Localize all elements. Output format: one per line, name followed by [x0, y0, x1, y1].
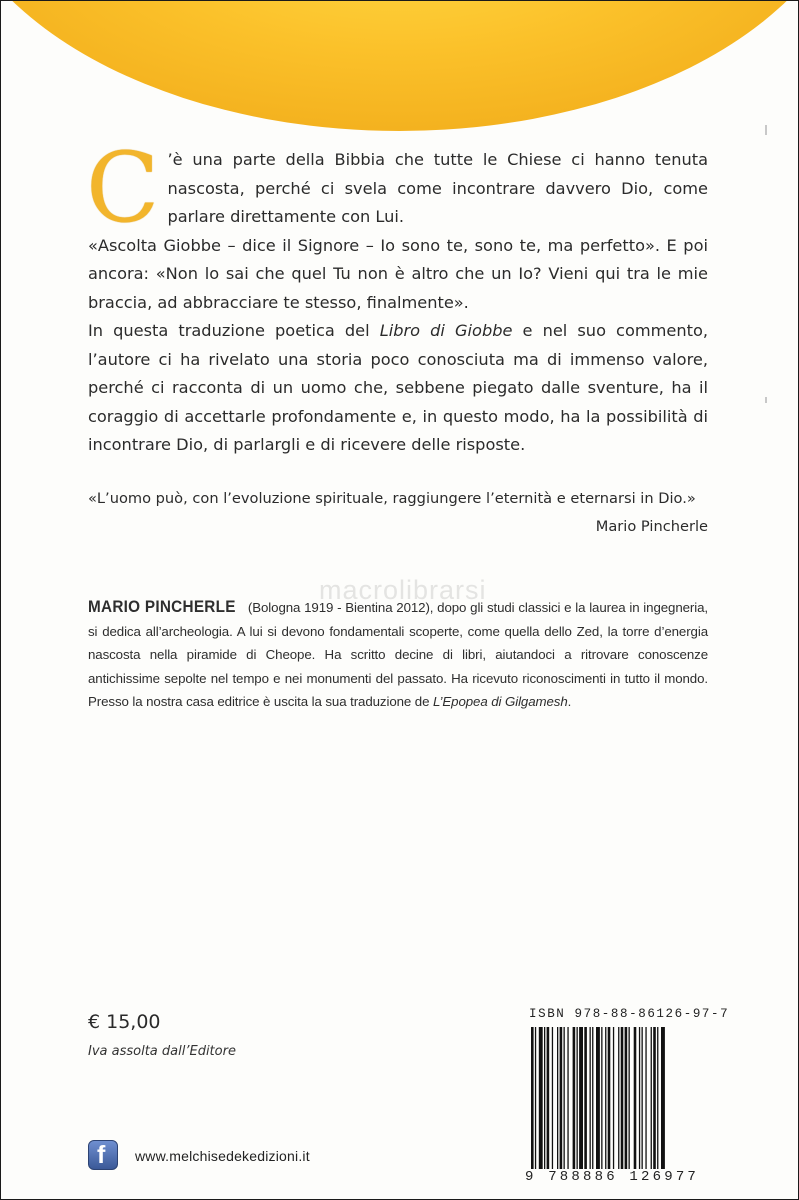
barcode-bar [564, 1027, 565, 1169]
barcode-bar [629, 1027, 630, 1169]
book-title: Libro di Giobbe [379, 321, 513, 340]
barcode-bar [544, 1027, 545, 1169]
bio-book-title: L’Epopea di Gilgamesh [432, 694, 568, 709]
barcode-bar [608, 1027, 611, 1169]
author-quote [88, 485, 708, 541]
barcode-bar [557, 1027, 558, 1169]
barcode-digits: 9 788886 126977 [525, 1169, 700, 1185]
barcode-bar [567, 1027, 568, 1169]
bio-text: (Bologna 1919 - Bientina 2012), dopo gli studi classici e la laurea in ingegneria, si dedica all’archeologia. A lui si devono fondamentali scoperte, come quella dello Zed, la torre d’energia nascosta nella piramide di Cheope. Ha scritto decine di libri, aiutandoci a ritrovare conoscenze antichissime sepolte nel tempo e nei monumenti del passato. Ha ricevuto riconoscimenti in tutto il mondo. Presso la nostra casa editrice è uscita la sua traduzione de [88, 600, 708, 709]
barcode-bar [560, 1027, 563, 1169]
barcode-bar [579, 1027, 583, 1169]
author-bio [88, 595, 708, 714]
website-link[interactable]: www.melchisedekedizioni.it [135, 1148, 310, 1164]
barcode-bar [535, 1027, 536, 1169]
bio-end: . [567, 694, 572, 709]
barcode-bar [613, 1027, 614, 1169]
intro-paragraph-2: «Ascolta Giobbe – dice il Signore – Io sono te, sono te, ma perfetto». E poi ancora: «Non lo sai che quel Tu non è altro che un Io? Vieni qui tra le mie braccia, ad abbracciare te stesso, finalmente». [88, 235, 708, 312]
quote-author: Mario Pincherle [595, 518, 708, 535]
yellow-header-band [0, 0, 799, 131]
barcode-bar [552, 1027, 553, 1169]
barcode-bar [539, 1027, 543, 1169]
bio-author-name: MARIO PINCHERLE [88, 597, 236, 616]
intro-paragraph-1: ’è una parte della Bibbia che tutte le Chiese ci hanno tenuta nascosta, perché ci svela come incontrare davvero Dio, come parlare direttamente con Lui. [167, 150, 708, 226]
barcode-bar [605, 1027, 606, 1169]
print-speck [765, 125, 767, 135]
barcode-bar [645, 1027, 646, 1169]
isbn-label: ISBN 978-88-86126-97-7 [529, 1007, 730, 1021]
barcode-bar [596, 1027, 600, 1169]
barcode-bar [577, 1027, 578, 1169]
barcode-bar [657, 1027, 658, 1169]
barcode-bar [639, 1027, 640, 1169]
barcode-bar [642, 1027, 643, 1169]
paragraph-3-end: e nel suo commento, l’autore ci ha rivelato una storia poco conosciuta ma di immenso valore, perché ci racconta di un uomo che, sebbene piegato dalle sventure, ha il coraggio di accettarle profondamente e, in questo modo, ha la possibilità di incontrare Dio, di parlargli e di ricevere delle risposte. [88, 321, 709, 454]
barcode-bar [661, 1027, 665, 1169]
dropcap-letter: C [86, 132, 160, 244]
barcode-bar [547, 1027, 550, 1169]
barcode-bar [621, 1027, 624, 1169]
barcode-bar [653, 1027, 656, 1169]
watermark: macrolibrarsi [319, 575, 487, 605]
barcode-bar [592, 1027, 593, 1169]
intro-text [86, 132, 709, 460]
barcode-bar [618, 1027, 619, 1169]
price: € 15,00 [88, 1011, 161, 1033]
intro-paragraph-3 [88, 317, 708, 460]
facebook-icon[interactable]: f [88, 1140, 118, 1170]
vat-note: Iva assolta dall’Editore [88, 1044, 236, 1059]
barcode-bar [634, 1027, 637, 1169]
quote-text: «L’uomo può, con l’evoluzione spirituale, raggiungere l’eternità e eternarsi in Dio.» [88, 490, 696, 507]
print-speck [765, 397, 767, 403]
barcode-bar [601, 1027, 602, 1169]
paragraph-3-start: In questa traduzione poetica del [88, 321, 380, 340]
barcode-bar [531, 1027, 534, 1169]
barcode-bar [625, 1027, 628, 1169]
barcode-bar [590, 1027, 591, 1169]
barcode-bar [651, 1027, 652, 1169]
barcode-bar [584, 1027, 587, 1169]
barcode-bar [573, 1027, 576, 1169]
barcode [531, 1027, 711, 1169]
